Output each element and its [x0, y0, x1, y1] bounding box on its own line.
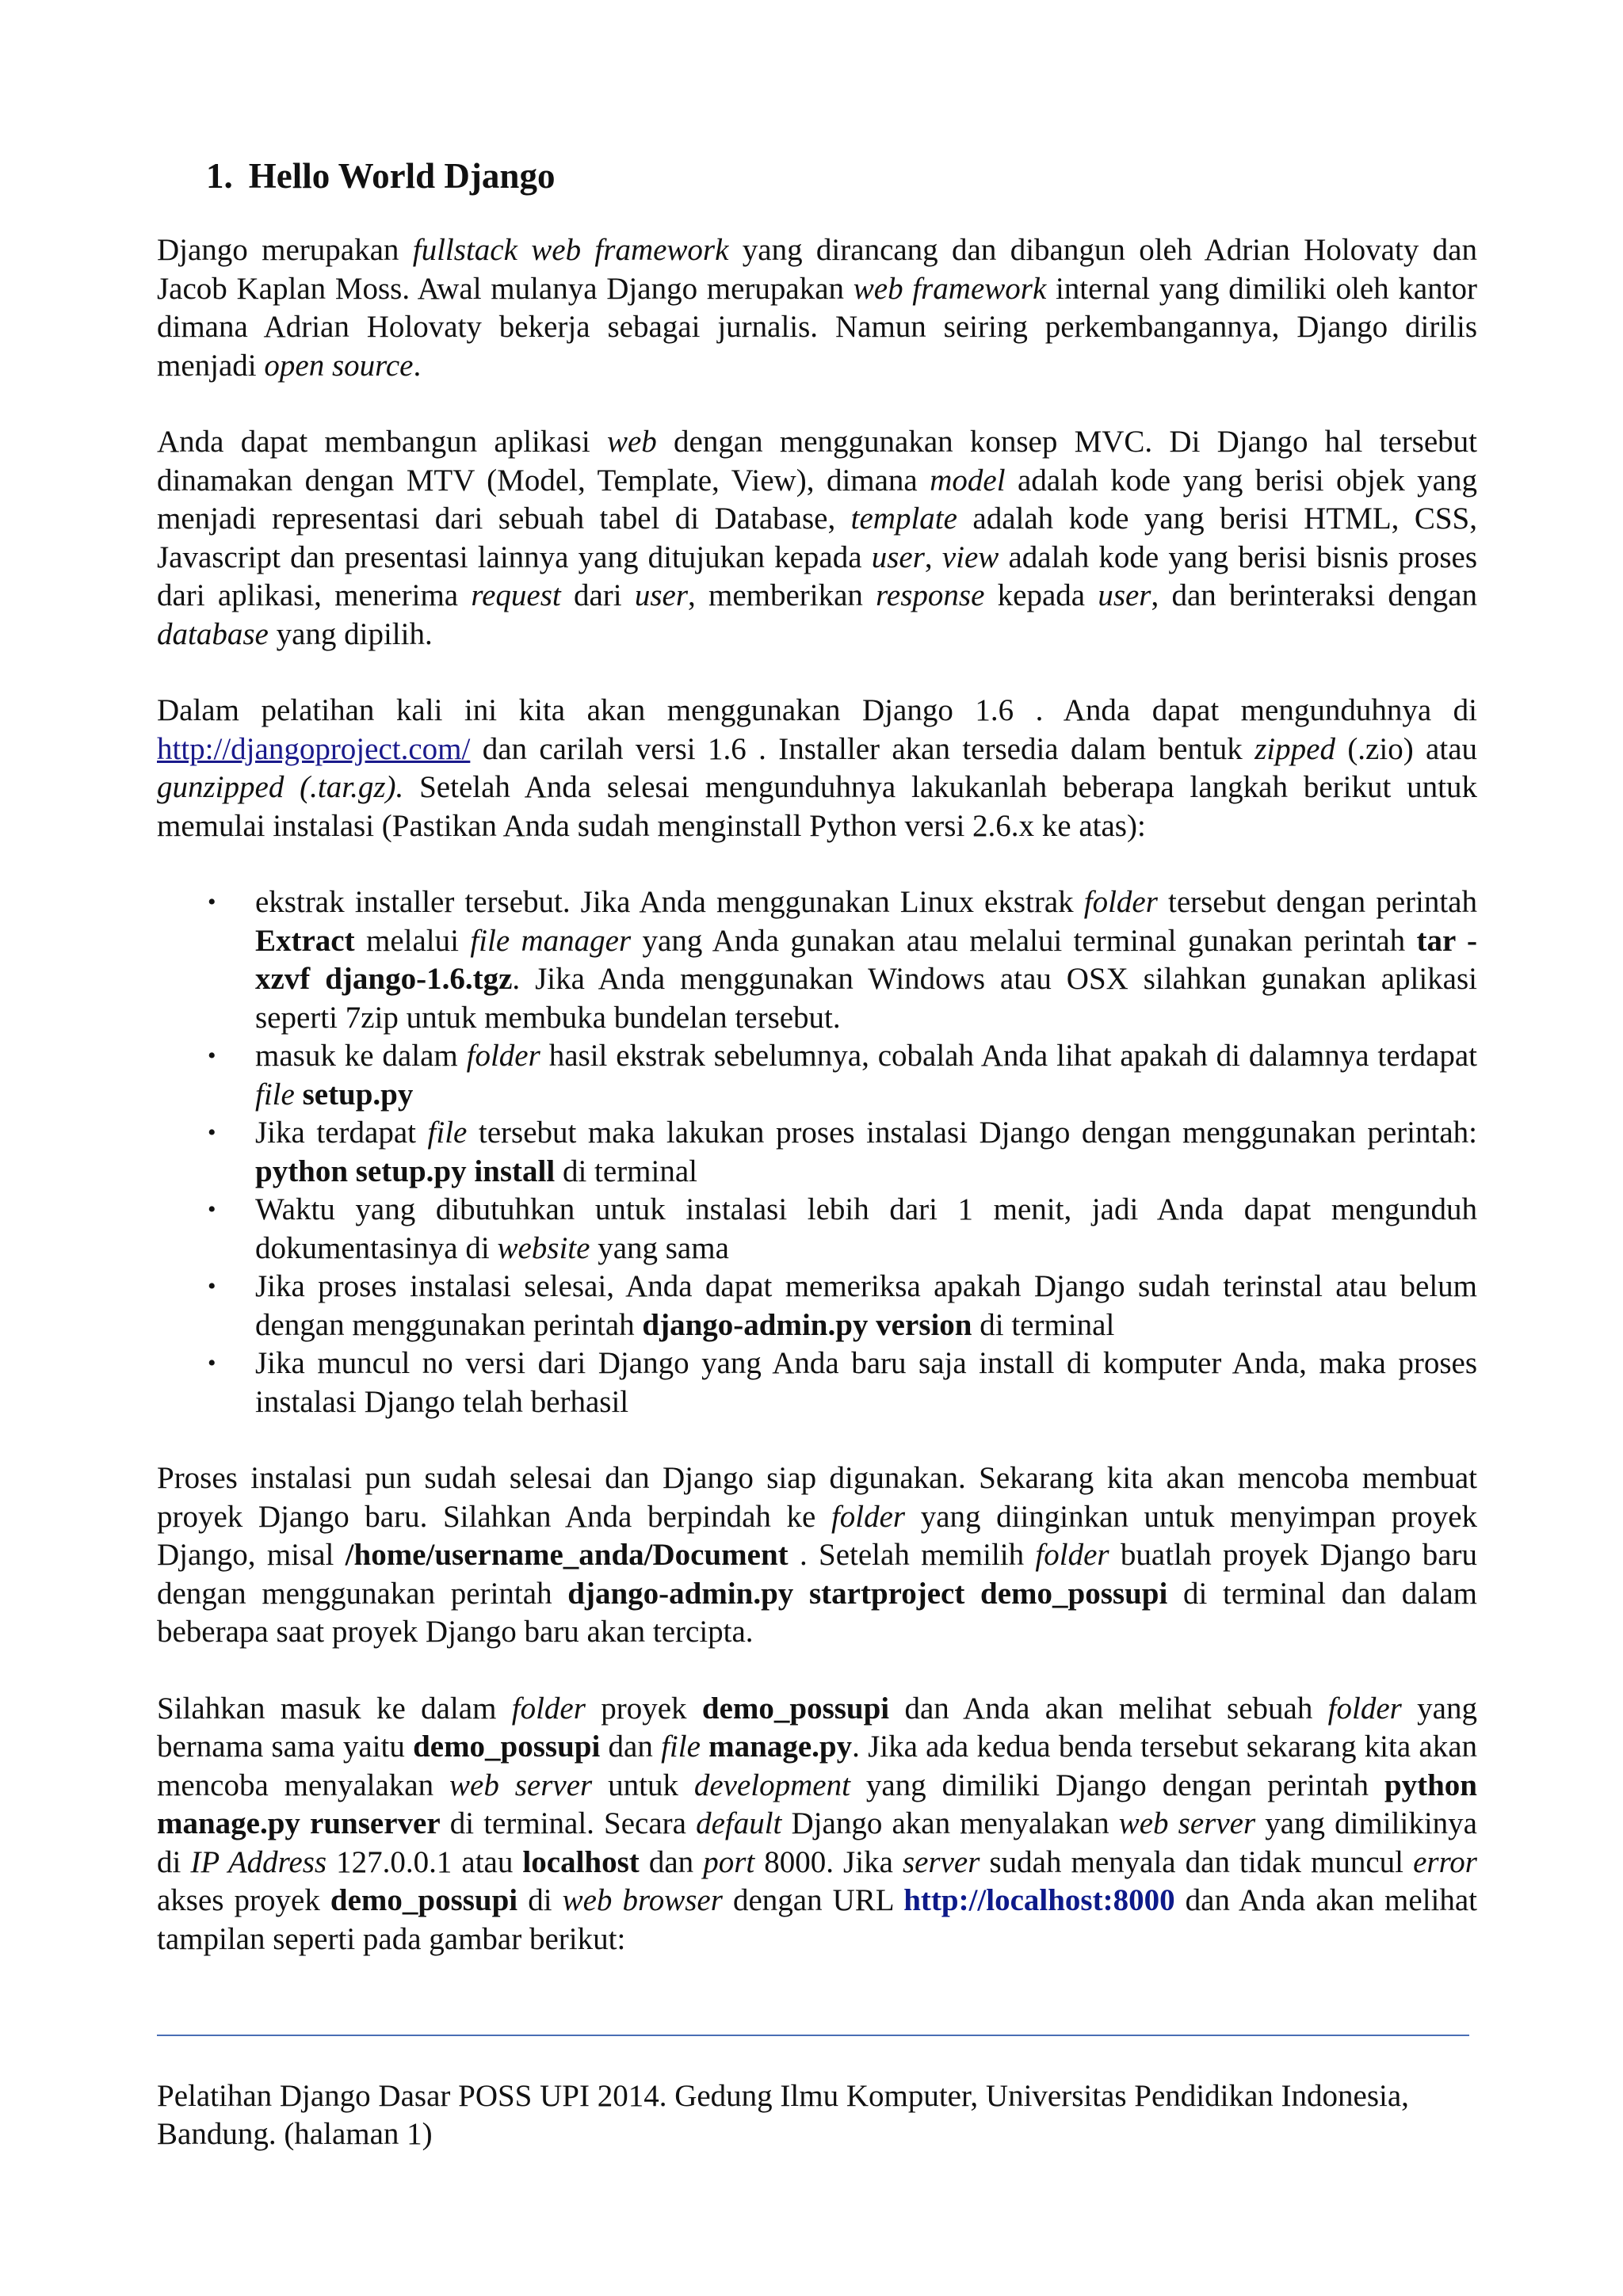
text-bold: Extract [255, 923, 355, 958]
text-italic: default [696, 1806, 782, 1840]
footer-divider [157, 2035, 1469, 2036]
text-italic: website [497, 1230, 590, 1265]
text-italic: web framework [853, 271, 1047, 306]
text: , [924, 540, 942, 574]
text-italic: request [471, 578, 561, 612]
text: dan [639, 1844, 704, 1879]
list-item [157, 1344, 1477, 1421]
text-italic: gunzipped (.tar.gz). [157, 770, 404, 804]
text-italic: view [941, 540, 999, 574]
text-bold: tar -xzvf django-1.6.tgz [255, 923, 1477, 996]
text: untuk [592, 1768, 694, 1802]
text: dan carilah versi 1.6 . Installer akan tersedia dalam bentuk [470, 731, 1255, 766]
text: yang bernama sama yaitu [157, 1691, 1477, 1764]
localhost-url: http://localhost:8000 [903, 1883, 1175, 1917]
text: yang sama [590, 1230, 729, 1265]
install-steps-list [157, 883, 1477, 1421]
bullet-icon: • [208, 1350, 216, 1376]
text-bold: django-admin.py version [642, 1307, 972, 1342]
list-item [157, 1037, 1477, 1114]
text: melalui [354, 923, 471, 958]
text-italic: server [902, 1844, 980, 1879]
list-item [157, 1268, 1477, 1344]
bullet-icon: • [208, 1043, 216, 1069]
page-footer: Pelatihan Django Dasar POSS UPI 2014. Gedung Ilmu Komputer, Universitas Pendidikan Indonesia, Bandung. (halaman 1) [157, 2079, 1409, 2151]
text-bold: python setup.py install [255, 1154, 556, 1188]
text: dan Anda akan melihat sebuah [889, 1691, 1328, 1726]
paragraph-runserver [157, 1690, 1477, 1959]
text-bold: django-admin.py startproject demo_possupi [567, 1576, 1168, 1611]
text: ekstrak installer tersebut. Jika Anda menggunakan Linux ekstrak [255, 885, 1084, 919]
list-item [157, 1191, 1477, 1268]
text: masuk ke dalam [255, 1039, 467, 1073]
text: Waktu yang dibutuhkan untuk instalasi lebih dari 1 menit, jadi Anda dapat mengunduh dokumentasinya di [255, 1192, 1477, 1265]
text-italic: folder [511, 1691, 586, 1726]
text: Jika proses instalasi selesai, Anda dapat memeriksa apakah Django sudah terinstal atau belum dengan menggunakan perintah [255, 1269, 1477, 1342]
text-italic: model [930, 463, 1006, 498]
text: hasil ekstrak sebelumnya, cobalah Anda lihat apakah di dalamnya terdapat [540, 1039, 1477, 1073]
page-body [157, 152, 1477, 1997]
text-italic: folder [1083, 885, 1158, 919]
text: buatlah proyek Django baru dengan menggunakan perintah [157, 1538, 1478, 1611]
text-italic: open source [264, 348, 414, 383]
section-number: 1. [206, 156, 233, 196]
text: yang dipilih. [268, 616, 433, 651]
text-italic: file manager [470, 923, 632, 958]
text: proyek [585, 1691, 702, 1726]
text-italic: database [157, 616, 269, 651]
text: dari [560, 578, 635, 612]
text: dan [600, 1730, 662, 1764]
text: . Jika ada kedua benda tersebut sekarang kita akan mencoba menyalakan [157, 1730, 1478, 1802]
text-italic: file [255, 1077, 295, 1112]
paragraph-intro [157, 231, 1477, 385]
text-italic: zipped [1254, 731, 1335, 766]
text-bold: demo_possupi [330, 1883, 518, 1917]
text: di terminal [972, 1307, 1115, 1342]
text: dengan URL [722, 1883, 904, 1917]
text: di terminal. Secara [440, 1806, 697, 1840]
text [295, 1077, 303, 1112]
section-title: Hello World Django [248, 156, 556, 196]
text: di terminal dan dalam beberapa saat proyek Django baru akan tercipta. [157, 1576, 1477, 1649]
text: (.zio) atau [1335, 731, 1478, 766]
list-item [157, 1114, 1477, 1191]
text-italic: error [1413, 1844, 1477, 1879]
text: akses proyek [157, 1883, 330, 1917]
text: adalah kode yang berisi HTML, CSS, Javascript dan presentasi lainnya yang ditujukan kepada [157, 502, 1477, 574]
text: , dan berinteraksi dengan [1151, 578, 1477, 612]
text: Anda dapat membangun aplikasi [157, 425, 607, 459]
text: . Jika Anda menggunakan Windows atau OSX silahkan gunakan aplikasi seperti 7zip untuk membuka bundelan tersebut. [255, 962, 1478, 1035]
text-italic: folder [1035, 1538, 1109, 1572]
bullet-icon: • [208, 889, 216, 915]
text: 127.0.0.1 atau [327, 1844, 523, 1879]
text-italic: fullstack web framework [412, 233, 729, 267]
section-heading [206, 152, 1477, 200]
paragraph-startproject [157, 1459, 1477, 1652]
text: di [517, 1883, 563, 1917]
text: . [413, 348, 422, 383]
text: tersebut maka lakukan proses instalasi Django dengan menggunakan perintah: [467, 1116, 1477, 1150]
text-bold: demo_possupi [413, 1730, 601, 1764]
text: Jika terdapat [255, 1116, 428, 1150]
text-bold: demo_possupi [701, 1691, 890, 1726]
text-italic: file [427, 1116, 468, 1150]
bullet-icon: • [208, 1273, 216, 1299]
bullet-icon: • [208, 1119, 216, 1146]
text: tersebut dengan perintah [1157, 885, 1477, 919]
text-italic: web server [449, 1768, 593, 1802]
list-item [157, 883, 1477, 1037]
text-bold: python manage.py runserver [157, 1768, 1477, 1840]
paragraph-mtv [157, 423, 1477, 654]
text-italic: folder [466, 1039, 540, 1073]
text: yang Anda gunakan atau melalui terminal gunakan perintah [631, 923, 1417, 958]
text: yang dirancang dan dibangun oleh Adrian Holovaty dan Jacob Kaplan Moss. Awal mulanya Django merupakan [157, 233, 1477, 306]
text: sudah menyala dan tidak muncul [980, 1844, 1414, 1879]
djangoproject-link[interactable]: http://djangoproject.com/ [157, 731, 471, 766]
text: yang dimilikinya di [157, 1806, 1477, 1879]
text: dengan menggunakan konsep MVC. Di Django hal tersebut dinamakan dengan MTV (Model, Template, View), dimana [157, 425, 1478, 498]
text-italic: folder [1327, 1691, 1402, 1726]
text: . Setelah memilih [788, 1538, 1036, 1572]
text: adalah kode yang berisi bisnis proses dari aplikasi, menerima [157, 540, 1477, 612]
text: dan Anda akan melihat tampilan seperti pada gambar berikut: [157, 1883, 1478, 1956]
text: adalah kode yang berisi objek yang menjadi representasi dari sebuah tabel di Database, [157, 463, 1477, 536]
text-italic: development [693, 1768, 850, 1802]
text-bold: localhost [522, 1844, 640, 1879]
text-italic: folder [831, 1499, 906, 1534]
text-italic: IP Address [190, 1844, 327, 1879]
text-bold: /home/username_anda/Document [345, 1538, 789, 1572]
text: yang diinginkan untuk menyimpan proyek Django, misal [157, 1499, 1478, 1572]
text-italic: user [871, 540, 925, 574]
text-italic: port [703, 1844, 755, 1879]
text: internal yang dimiliki oleh kantor dimana Adrian Holovaty bekerja sebagai jurnalis. Namun seiring perkembangannya, Django dirilis menjadi [157, 271, 1478, 383]
text-italic: web server [1118, 1806, 1256, 1840]
bullet-icon: • [208, 1196, 216, 1222]
text: yang dimiliki Django dengan perintah [850, 1768, 1384, 1802]
text: di terminal [555, 1154, 698, 1188]
text-italic: template [850, 502, 957, 536]
text-bold: setup.py [302, 1077, 414, 1112]
text-italic: response [876, 578, 985, 612]
text-bold: manage.py [708, 1730, 853, 1764]
text-italic: file [661, 1730, 701, 1764]
text: Silahkan masuk ke dalam [157, 1691, 512, 1726]
text: Proses instalasi pun sudah selesai dan Django siap digunakan. Sekarang kita akan mencoba membuat proyek Django baru. Silahkan Anda berpindah ke [157, 1461, 1477, 1534]
text-italic: web [606, 425, 657, 459]
text: , memberikan [688, 578, 876, 612]
paragraph-download [157, 692, 1477, 845]
text: Django merupakan [157, 233, 413, 267]
text: Django akan menyalakan [781, 1806, 1119, 1840]
text: 8000. Jika [754, 1844, 903, 1879]
text: Dalam pelatihan kali ini kita akan menggunakan Django 1.6 . Anda dapat mengunduhnya di [157, 693, 1477, 727]
text-italic: web browser [562, 1883, 723, 1917]
text: Setelah Anda selesai mengunduhnya lakukanlah beberapa langkah berikut untuk memulai instalasi (Pastikan Anda sudah menginstall Python versi 2.6.x ke atas): [157, 770, 1477, 843]
text-italic: user [634, 578, 689, 612]
text: Jika muncul no versi dari Django yang Anda baru saja install di komputer Anda, maka proses instalasi Django telah berhasil [255, 1346, 1477, 1419]
text-italic: user [1098, 578, 1151, 612]
text [701, 1730, 708, 1764]
text: kepada [984, 578, 1098, 612]
